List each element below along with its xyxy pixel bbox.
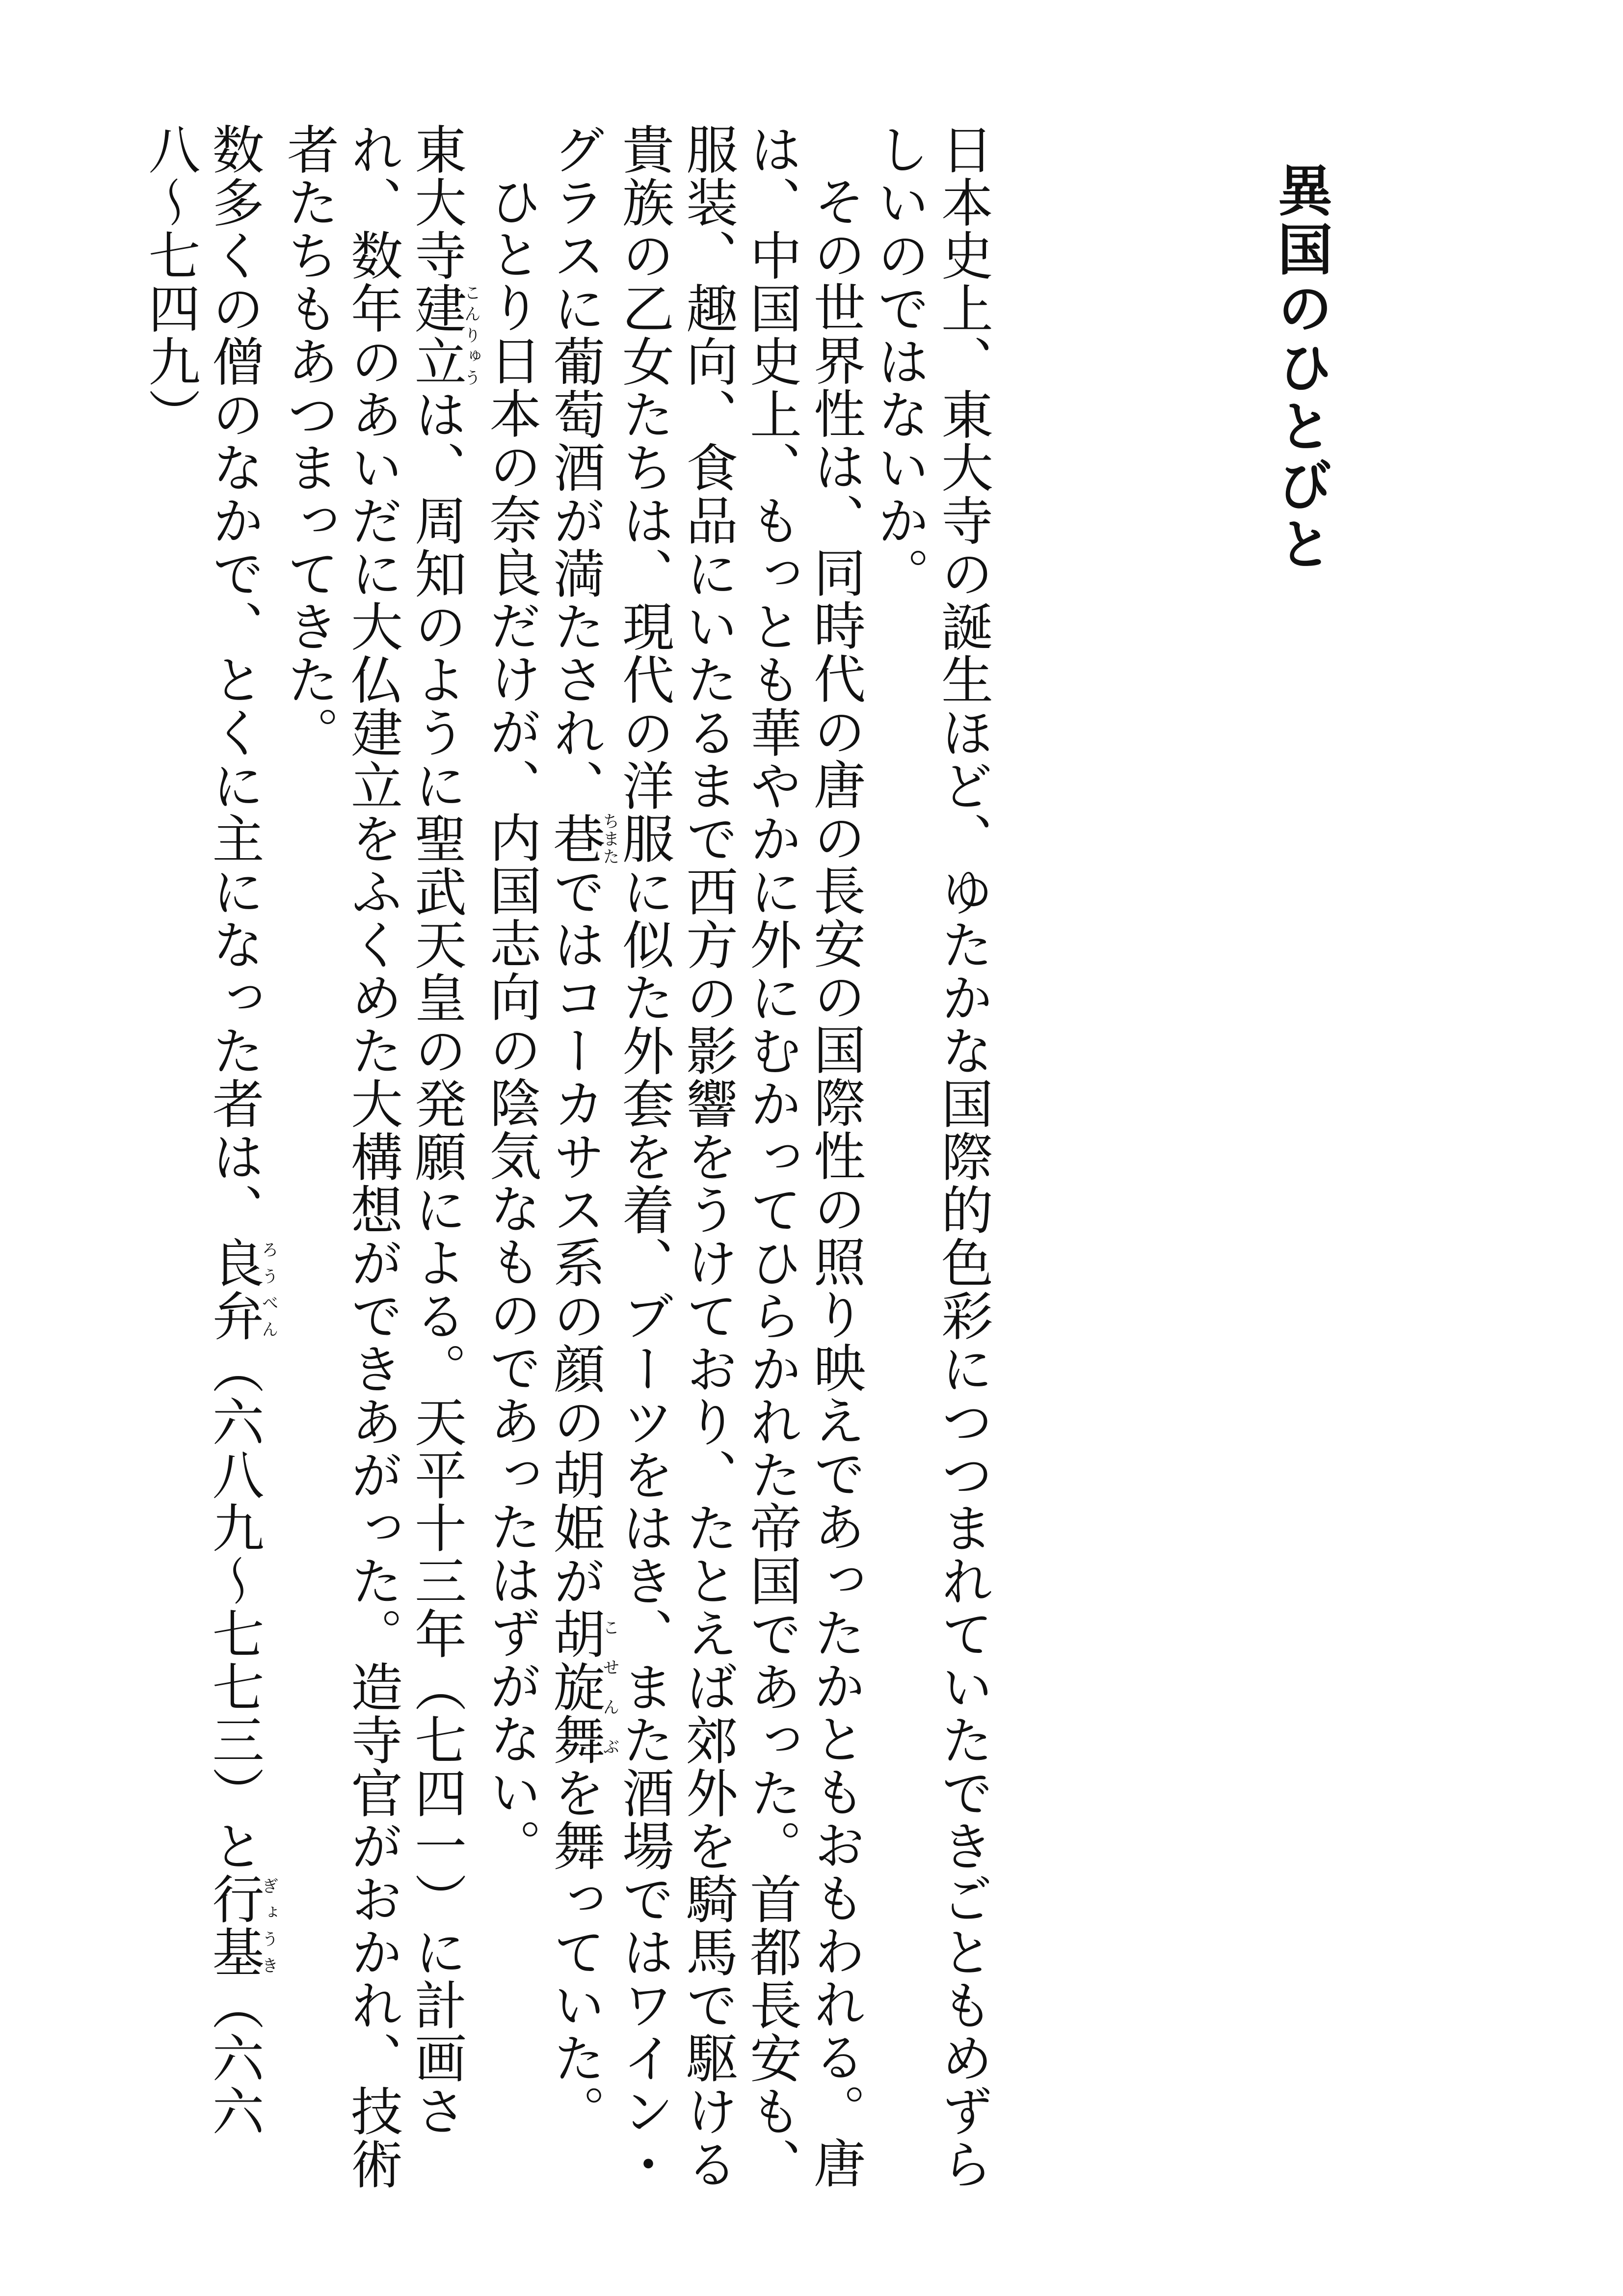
ruby-word	[545, 1607, 619, 1766]
text-run: 東大寺	[406, 123, 467, 282]
body-text	[102, 123, 995, 2224]
paragraph	[867, 123, 995, 2224]
text-run: 日本史上、東大寺の誕生ほど、ゆたかな国際的色彩につつまれていたできごともめずらしいのではないか。	[869, 123, 993, 2190]
text-run: 数多くの僧のなかで、とくに主になった者は、	[204, 123, 265, 1236]
paragraph	[138, 123, 277, 2224]
paragraph	[277, 123, 479, 2224]
ruby-reading: こんりゅう	[461, 282, 481, 388]
ruby-reading: ろうべん	[259, 1236, 278, 1342]
ruby-base: 巷	[545, 812, 606, 865]
paragraph	[543, 123, 868, 2224]
ruby-word	[545, 812, 619, 865]
text-run: ひとり日本の奈良だけが、内国志向の陰気なものであったはずがない。	[481, 175, 542, 1871]
paragraph	[479, 123, 543, 2224]
ruby-base: 良弁	[204, 1236, 265, 1342]
text-run: は、周知のように聖武天皇の発願による。天平十三年（七四一）に計画され、数年のあいだに大仏建立をふくめた大構想ができあがった。造寺官がおかれ、技術者たちもあつまってきた。	[279, 123, 467, 2190]
ruby-reading: ちまた	[600, 812, 619, 865]
text-run: （六八九〜七七三）と	[204, 1342, 265, 1872]
ruby-base: 胡旋舞	[545, 1607, 606, 1766]
ruby-reading: ぎょうき	[259, 1872, 278, 1978]
text-run: ではコーカサス系の顔の胡姫が	[545, 865, 606, 1607]
ruby-base: 建立	[406, 282, 467, 388]
ruby-word	[204, 1236, 278, 1342]
text-run: （六六八〜七四九）	[140, 123, 265, 2137]
section-heading: 異国のひとびと	[1269, 162, 1333, 574]
ruby-reading: こせんぶ	[600, 1607, 619, 1766]
ruby-base: 行基	[204, 1872, 265, 1978]
ruby-word	[204, 1872, 278, 1978]
ruby-word	[406, 282, 481, 388]
text-run: その世界性は、同時代の唐の長安の国際性の照り映えであったかともおもわれる。唐は、中国史上、もっとも華やかに外にむかってひらかれた帝国であった。首都長安も、服装、趣向、食品にいたるまで西方の影響をうけており、たとえば郊外を騎馬で駆ける貴族の乙女たちは、現代の洋服に似た外套を着、ブーツをはき、また酒場ではワイン・グラスに葡萄酒が満たされ、	[545, 123, 866, 2190]
text-run: を舞っていた。	[545, 1766, 606, 2137]
